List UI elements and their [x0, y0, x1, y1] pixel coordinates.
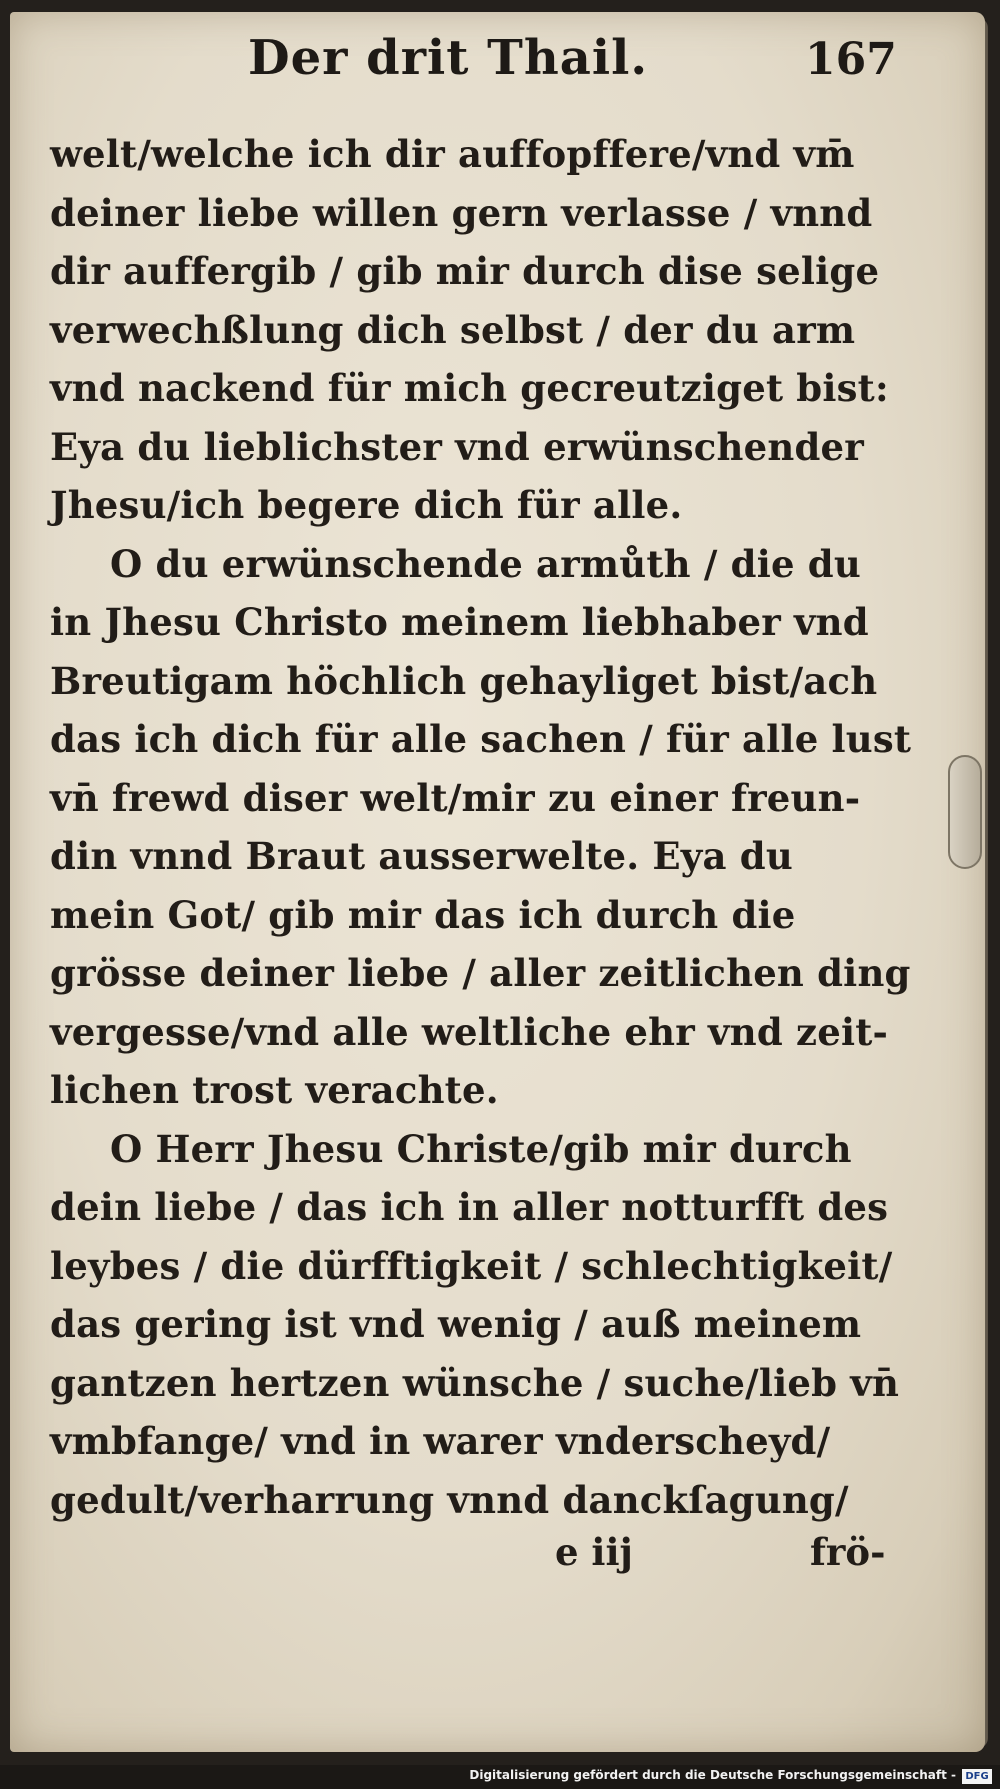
- text-line: O du erwünschende armůth / die du: [110, 541, 861, 586]
- text-line: verwechßlung dich selbst / der du arm: [50, 307, 856, 352]
- text-line: in Jhesu Christo meinem liebhaber vnd: [50, 600, 869, 644]
- text-line: das gering ist vnd wenig / auß meinem: [50, 1302, 862, 1346]
- text-line: lichen trost verachte.: [50, 1068, 499, 1112]
- text-line: dein liebe / das ich in aller notturfft des: [50, 1185, 889, 1229]
- text-line: grösse deiner liebe / aller zeitlichen ding: [50, 951, 911, 995]
- catchline: [10, 1530, 985, 1588]
- text-line: leybes / die dürfftigkeit / schlechtigkeit/: [50, 1243, 893, 1288]
- text-line: Breutigam höchlich gehayliget bist/ach: [50, 658, 878, 703]
- book-page: [10, 12, 985, 1752]
- signature-mark: e iij: [555, 1530, 633, 1574]
- page-header: [10, 26, 985, 96]
- text-block: [50, 125, 920, 1529]
- text-line: Eya du lieblichster vnd erwünschender: [50, 424, 864, 469]
- running-head: Der drit Thail.: [248, 30, 649, 86]
- text-line: vnd nackend für mich gecreutziget bist:: [50, 366, 889, 410]
- text-line: deiner liebe willen gern verlasse / vnnd: [50, 190, 873, 235]
- text-line: vergesse/vnd alle weltliche ehr vnd zeit-: [50, 1009, 889, 1054]
- text-line: din vnnd Braut ausserwelte. Eya du: [50, 834, 793, 878]
- catchword: frö-: [810, 1530, 886, 1574]
- text-line: mein Got/ gib mir das ich durch die: [50, 892, 796, 937]
- text-line: gantzen hertzen wünsche / suche/lieb vn̄: [50, 1360, 900, 1405]
- text-line: O Herr Jhesu Christe/gib mir durch: [110, 1126, 852, 1171]
- page-number: 167: [805, 34, 897, 85]
- clasp-icon: [948, 755, 982, 869]
- text-line: welt/welche ich dir auffopffere/vnd vm̄: [50, 132, 855, 176]
- text-line: vn̄ frewd diser welt/mir zu einer freun-: [50, 775, 861, 820]
- footer-bar: [0, 1765, 1000, 1789]
- footer-credit: Digitalisierung gefördert durch die Deutsche Forschungsgemeinschaft -: [469, 1768, 956, 1782]
- text-line: gedult/verharrung vnnd danckſagung/: [50, 1477, 849, 1522]
- text-line: Jhesu/ich begere dich für alle.: [50, 483, 683, 527]
- dfg-logo: DFG: [962, 1769, 992, 1784]
- text-line: das ich dich für alle sachen / für alle lust: [50, 717, 912, 761]
- text-line: dir auffergib / gib mir durch dise selige: [50, 249, 880, 293]
- text-line: vmbfange/ vnd in warer vnderscheyd/: [50, 1419, 831, 1463]
